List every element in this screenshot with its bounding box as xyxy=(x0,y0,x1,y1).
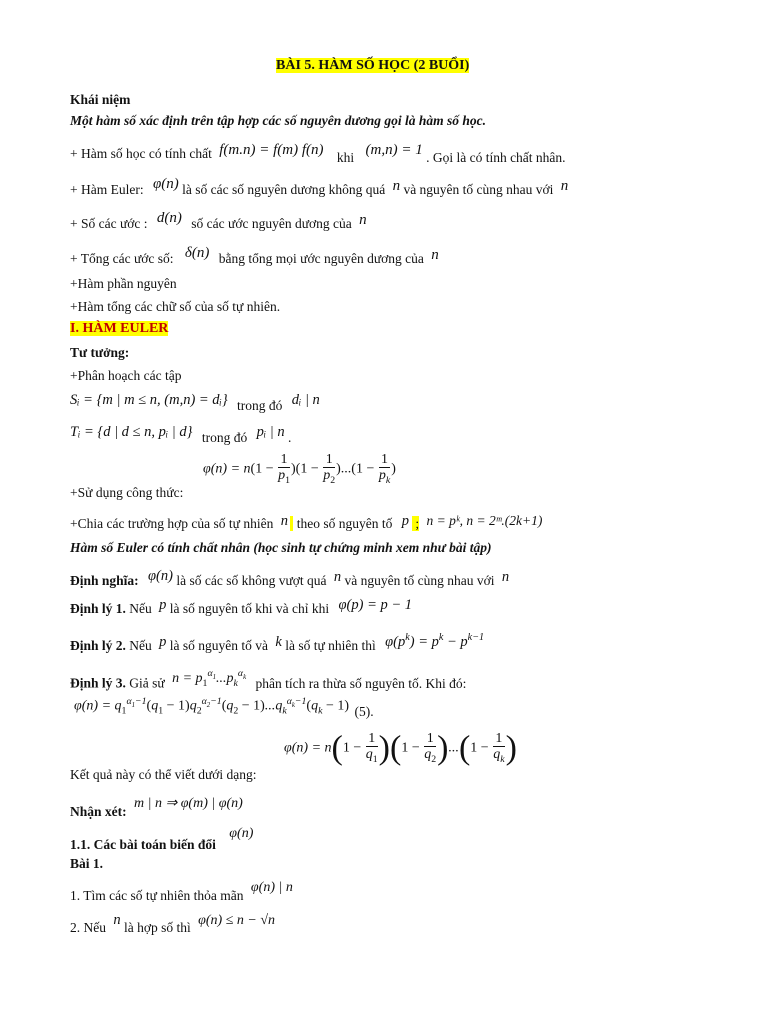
dinh-ly-1 xyxy=(70,597,412,617)
question-1-text: 1. Tìm các số tự nhiên thỏa mãn xyxy=(70,888,244,903)
khai-niem-heading: Khái niệm xyxy=(70,92,131,107)
formula-set-s: Sᵢ = {m | m ≤ n, (m,n) = dᵢ} xyxy=(70,392,228,408)
formula-coprime: (m,n) = 1 xyxy=(365,142,423,158)
var-k: k xyxy=(275,633,282,650)
item-euler xyxy=(70,176,568,198)
item-multiplicative xyxy=(70,142,566,166)
dinh-ly-2-text: Nếu xyxy=(129,637,152,653)
formula-phi-n: φ(n) xyxy=(152,176,179,192)
var-n: n xyxy=(392,178,401,194)
euler-multiplicative-note: Hàm số Euler có tính chất nhân (học sinh tự chứng minh xem như bài tập) xyxy=(70,540,492,555)
question-1 xyxy=(70,880,293,904)
nhan-xet-line xyxy=(70,796,243,820)
section-euler-heading-text: I. HÀM EULER xyxy=(70,321,169,336)
set-s-line xyxy=(70,392,320,414)
chia-mid-text: theo số nguyên tố xyxy=(296,516,393,531)
bai-1-label: Bài 1. xyxy=(70,856,104,871)
var-n: n xyxy=(333,569,342,585)
item-mid: số các ước nguyên dương của xyxy=(191,216,352,231)
set-t-line: Tᵢ = {d | d ≤ n, pᵢ | d} trong đó pᵢ | n . xyxy=(70,424,292,445)
item-digit-sum: +Hàm tổng các chữ số của số tự nhiên. xyxy=(70,299,281,314)
su-dung-text: +Sử dụng công thức: xyxy=(70,485,184,500)
formula-delta-n: δ(n) xyxy=(184,245,210,261)
var-n: n xyxy=(560,178,569,194)
var-n: n xyxy=(113,912,121,928)
dinh-ly-2 xyxy=(70,632,484,653)
dinh-ly-1-text2: là số nguyên tố khi và chỉ khi xyxy=(169,601,330,616)
item-suffix: và nguyên tố cùng nhau với xyxy=(403,182,554,197)
formula-factorization: $n = p_1^{\alpha_1}...p_k^{\alpha_k}$ xyxy=(172,668,247,689)
trong-do-text: trong đó xyxy=(237,398,283,413)
nhan-xet-label: Nhận xét: xyxy=(70,804,127,819)
var-p: p xyxy=(159,633,167,650)
var-n: n xyxy=(501,569,510,585)
formula-q2: φ(n) ≤ n − √n xyxy=(198,913,276,928)
equation-label: (5). xyxy=(354,703,374,719)
chia-line: +Chia các trường hợp của số tự nhiên n theo số nguyên tố p ; n = pᵏ, n = 2ᵐ.(2k+1) xyxy=(70,513,543,531)
section-euler-heading xyxy=(70,321,168,337)
item-prefix: + Số các ước : xyxy=(70,216,148,231)
item-floor-function: +Hàm phần nguyên xyxy=(70,276,177,291)
item-prefix: + Hàm số học có tính chất xyxy=(70,146,212,161)
page-title-text: BÀI 5. HÀM SỐ HỌC (2 BUỔI) xyxy=(276,58,470,73)
dinh-ly-3-label: Định lý 3. xyxy=(70,675,126,691)
dinh-ly-2-text2: là số nguyên tố và xyxy=(169,637,269,653)
dinh-ly-3-text2: phân tích ra thừa số nguyên tố. Khi đó: xyxy=(255,675,467,691)
formula-phi-expanded: $\varphi(n) = q_1^{\alpha_1-1}(q_1 - 1)q_2^{\alpha_2-1}(q_2 - 1)...q_k^{\alpha_k-1}(q_k - 1)$ (5). xyxy=(74,696,374,719)
formula-phi-n: φ(n) xyxy=(229,826,254,841)
tu-tuong-label: Tư tưởng: xyxy=(70,345,130,360)
formula-q1: φ(n) | n xyxy=(250,880,293,895)
question-2-text: 2. Nếu xyxy=(70,920,106,935)
question-2 xyxy=(70,912,275,936)
page-title xyxy=(276,58,469,74)
sub-heading-text: 1.1. Các bài toán biến đổi xyxy=(70,837,216,852)
var-p: p xyxy=(401,513,409,529)
dinh-ly-3 xyxy=(70,668,466,691)
formula-fmn: f(m.n) = f(m) f(n) xyxy=(219,142,324,158)
chia-text: +Chia các trường hợp của số tự nhiên xyxy=(70,516,274,531)
item-mid: bằng tổng mọi ước nguyên dương của xyxy=(218,251,424,266)
ket-qua-text: Kết quả này có thể viết dưới dạng: xyxy=(70,767,257,782)
var-n: n xyxy=(359,212,367,228)
dinh-nghia-line xyxy=(70,568,509,589)
var-n: n xyxy=(431,247,439,263)
dinh-nghia-text: là số các số không vượt quá xyxy=(176,573,327,588)
formula-phi-pk: $\varphi(p^k) = p^k - p^{k-1}$ xyxy=(385,632,485,650)
item-prefix: + Tổng các ước số: xyxy=(70,251,174,266)
item-divisor-sum xyxy=(70,245,439,267)
formula-cond-s: dᵢ | n xyxy=(291,392,320,408)
item-mid: khi xyxy=(336,150,355,165)
item-divisor-count xyxy=(70,210,367,232)
trong-do-text: trong đó xyxy=(201,430,248,445)
khai-niem-definition: Một hàm số xác định trên tập hợp các số nguyên dương gọi là hàm số học. xyxy=(70,113,487,128)
formula-set-t: Tᵢ = {d | d ≤ n, pᵢ | d} xyxy=(70,424,193,440)
dinh-nghia-text2: và nguyên tố cùng nhau với xyxy=(344,573,495,588)
formula-euler-product: φ(n) = n(1 − $\frac{1}{p_1}$ )(1 − $\frac{1}{p_2}$ )...(1 − $\frac{1}{p_k}$ ) xyxy=(203,452,396,487)
item-mid: là số các số nguyên dương không quá xyxy=(182,182,386,197)
dinh-nghia-label: Định nghĩa: xyxy=(70,573,139,588)
var-p: p xyxy=(159,597,167,613)
formula-d-n: d(n) xyxy=(156,210,182,226)
formula-chia-cases: n = pᵏ, n = 2ᵐ.(2k+1) xyxy=(426,513,543,528)
phan-hoach-text: +Phân hoạch các tập xyxy=(70,368,182,383)
formula-phi-p: φ(p) = p − 1 xyxy=(338,597,413,613)
formula-phi-n: φ(n) xyxy=(148,568,173,584)
var-n: n xyxy=(280,513,288,529)
dinh-ly-1-label: Định lý 1. xyxy=(70,601,126,616)
formula-nhan-xet: m | n ⇒ φ(m) | φ(n) xyxy=(134,796,243,811)
formula-phi-product-form: φ(n) = n(1 − $\frac{1}{q_1}$ )(1 − $\frac{1}{q_2}$ )...(1 − $\frac{1}{q_k}$ ) xyxy=(284,729,517,767)
dinh-ly-1-text: Nếu xyxy=(129,601,152,616)
formula-cond-t: pᵢ | n xyxy=(256,424,285,440)
item-suffix: . Gọi là có tính chất nhân. xyxy=(426,150,566,165)
dinh-ly-2-text3: là số tự nhiên thì xyxy=(285,637,376,653)
dinh-ly-2-label: Định lý 2. xyxy=(70,637,126,653)
dinh-ly-3-text: Giả sử xyxy=(129,675,165,691)
item-prefix: + Hàm Euler: xyxy=(70,182,144,197)
question-2-mid: là hợp số thì xyxy=(124,920,191,935)
sub-heading-line xyxy=(70,826,253,853)
